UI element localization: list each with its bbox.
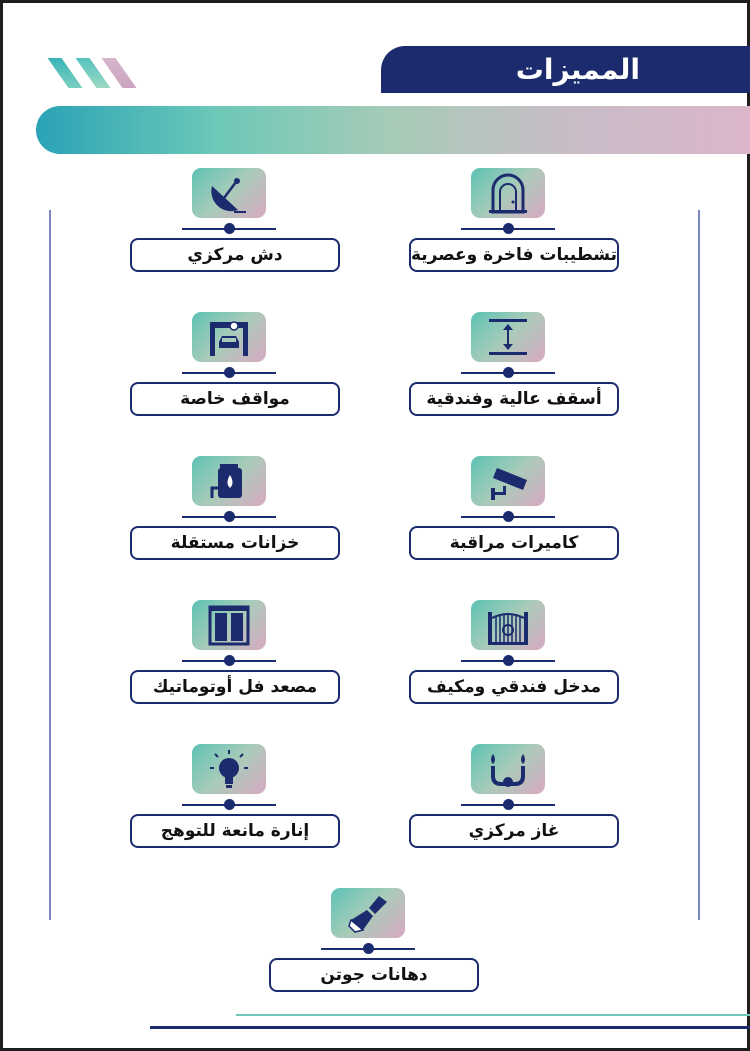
- feature-item: [130, 600, 340, 730]
- feature-item: [130, 168, 340, 298]
- page-title: المميزات: [515, 53, 640, 86]
- high-ceiling-icon: [471, 312, 545, 362]
- bottom-accent-line: [236, 1014, 750, 1016]
- feature-item: [130, 312, 340, 442]
- feature-label: غاز مركزي: [409, 814, 619, 848]
- feature-item: [409, 168, 619, 298]
- feature-item: [409, 456, 619, 586]
- bottom-navy-line: [150, 1026, 750, 1029]
- feature-label: دهانات جوتن: [269, 958, 479, 992]
- security-camera-icon: [471, 456, 545, 506]
- connector-dot: [224, 223, 235, 234]
- connector-dot: [224, 511, 235, 522]
- gas-flame-icon: [471, 744, 545, 794]
- arched-door-icon: [471, 168, 545, 218]
- parking-garage-icon: [192, 312, 266, 362]
- connector-dot: [503, 799, 514, 810]
- entrance-gate-icon: [471, 600, 545, 650]
- feature-label: خزانات مستقلة: [130, 526, 340, 560]
- connector-dot: [224, 799, 235, 810]
- light-bulb-icon: [192, 744, 266, 794]
- feature-item: [130, 744, 340, 874]
- water-tank-icon: [192, 456, 266, 506]
- left-border-line: [49, 210, 51, 920]
- elevator-icon: [192, 600, 266, 650]
- feature-label: مواقف خاصة: [130, 382, 340, 416]
- feature-item: [409, 600, 619, 730]
- header-gradient-band: [36, 106, 750, 154]
- feature-label: دش مركزي: [130, 238, 340, 272]
- connector-dot: [363, 943, 374, 954]
- feature-label: تشطيبات فاخرة وعصرية: [409, 238, 619, 272]
- feature-item: [409, 744, 619, 874]
- satellite-dish-icon: [192, 168, 266, 218]
- feature-item: [409, 312, 619, 442]
- paint-brush-icon: [331, 888, 405, 938]
- feature-label: أسقف عالية وفندقية: [409, 382, 619, 416]
- connector-dot: [224, 655, 235, 666]
- feature-item: [130, 456, 340, 586]
- feature-item: [269, 888, 479, 1018]
- connector-dot: [503, 367, 514, 378]
- feature-label: مصعد فل أوتوماتيك: [130, 670, 340, 704]
- connector-dot: [503, 223, 514, 234]
- connector-dot: [503, 511, 514, 522]
- feature-label: إنارة مانعة للتوهج: [130, 814, 340, 848]
- right-border-line: [698, 210, 700, 920]
- feature-label: كاميرات مراقبة: [409, 526, 619, 560]
- feature-label: مدخل فندقي ومكيف: [409, 670, 619, 704]
- title-bar: [381, 46, 750, 93]
- connector-dot: [503, 655, 514, 666]
- connector-dot: [224, 367, 235, 378]
